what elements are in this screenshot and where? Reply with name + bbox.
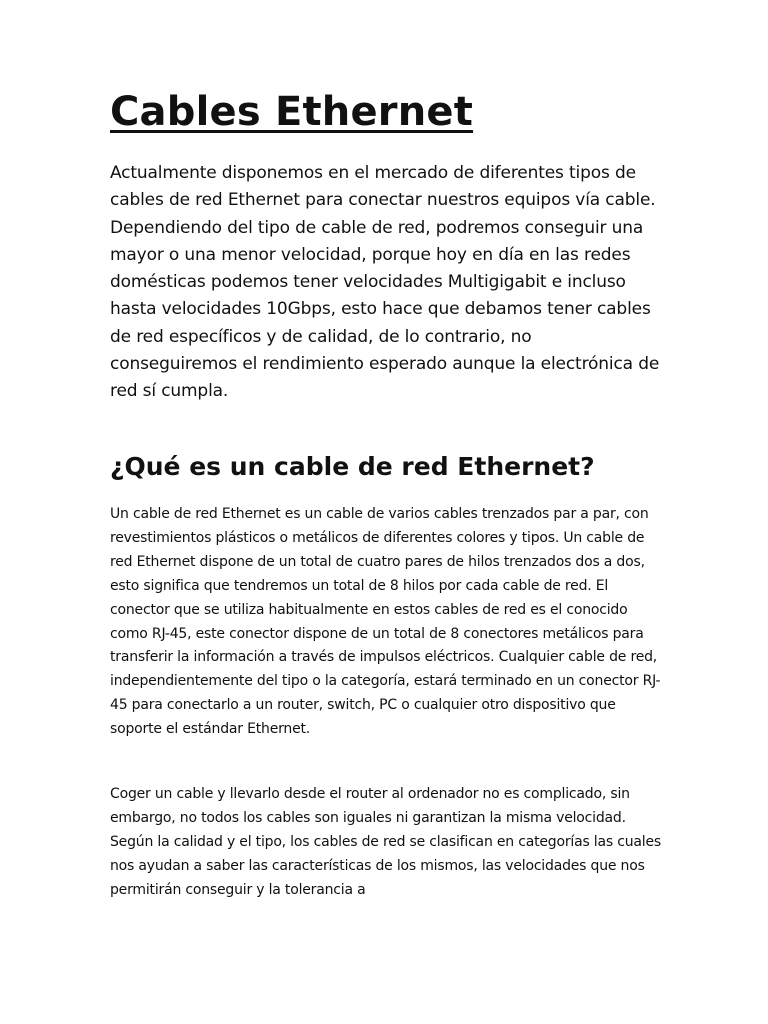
intro-paragraph: Actualmente disponemos en el mercado de diferentes tipos de cables de red Ethernet para conectar nuestros equipos vía cable. Dependiendo del tipo de cable de red, podremos conseguir una mayor o una menor velocidad, porque hoy en día en las redes domésticas podemos tener velocidades Multigigabit e incluso hasta velocidades 10Gbps, esto hace que debamos tener cables de red específicos y de calidad, de lo contrario, no conseguiremos el rendimiento esperado aunque la electrónica de red sí cumpla. (110, 163, 660, 402)
body-paragraph-2: Coger un cable y llevarlo desde el router al ordenador no es complicado, sin embargo, no todos los cables son iguales ni garantizan la misma velocidad. Según la calidad y el tipo, los cables de red se clasifican en categorías las cuales nos ayudan a saber las características de los mismos, las velocidades que nos permitirán conseguir y la tolerancia a (110, 786, 661, 898)
section-heading: ¿Qué es un cable de red Ethernet? (110, 452, 595, 481)
document-title: Cables Ethernet (110, 89, 474, 135)
body-paragraph-1: Un cable de red Ethernet es un cable de varios cables trenzados par a par, con revestimientos plásticos o metálicos de diferentes colores y tipos. Un cable de red Ethernet dispone de un total de cuatro pares de hilos trenzados dos a dos, esto significa que tendremos un total de 8 hilos por cada cable de red. El conector que se utiliza habitualmente en estos cables de red es el conocido como RJ-45, este conector dispone de un total de 8 conectores metálicos para transferir la información a través de impulsos eléctricos. Cualquier cable de red, independientemente del tipo o la categoría, estará terminado en un conector RJ-45 para conectarlo a un router, switch, PC o cualquier otro dispositivo que soporte el estándar Ethernet. (110, 506, 661, 738)
